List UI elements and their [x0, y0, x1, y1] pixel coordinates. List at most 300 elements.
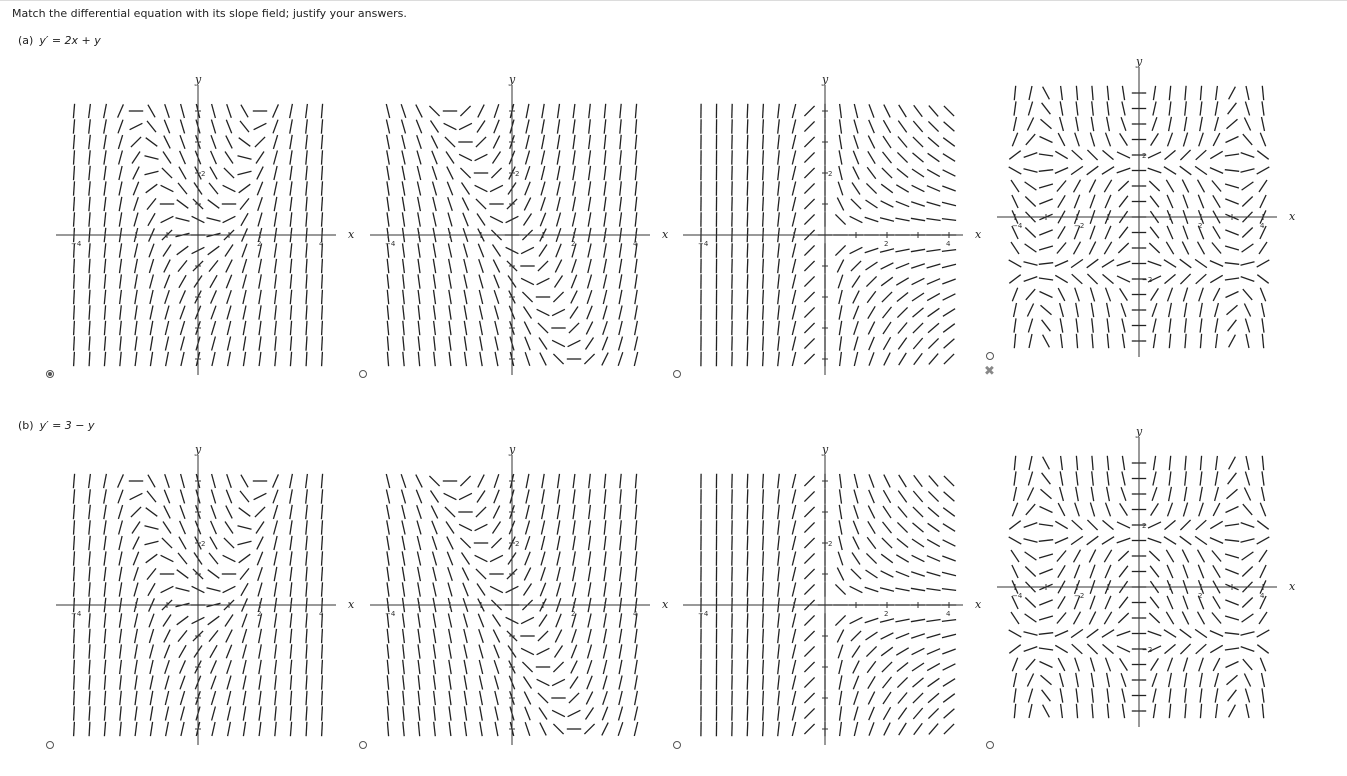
slope-segment: [1195, 536, 1207, 544]
slope-segment: [853, 521, 858, 534]
slope-segment: [493, 522, 501, 534]
slope-segment: [1152, 303, 1157, 317]
slope-segment: [804, 646, 814, 656]
slope-segment: [525, 722, 530, 736]
slope-segment: [572, 583, 575, 597]
slope-segment: [928, 693, 939, 702]
slope-segment: [763, 212, 764, 226]
slope-segment: [148, 213, 155, 226]
slope-segment: [1195, 629, 1207, 637]
slope-segment: [1148, 631, 1162, 636]
slope-segment: [290, 520, 292, 534]
slope-segment: [74, 675, 75, 689]
slope-segment: [620, 119, 621, 133]
slope-segment: [1229, 705, 1236, 718]
slope-segment: [1167, 596, 1173, 609]
slope-segment: [1058, 195, 1065, 207]
slope-segment: [619, 644, 622, 658]
slope-segment: [386, 490, 389, 504]
slope-segment: [804, 261, 814, 271]
slope-segment: [792, 505, 795, 519]
slope-segment: [1225, 616, 1239, 620]
slope-segment: [942, 634, 956, 637]
slope-segment: [524, 584, 532, 596]
slope-segment: [1148, 522, 1161, 528]
slope-segment: [540, 353, 546, 366]
slope-segment: [1090, 596, 1095, 610]
slope-segment: [209, 260, 218, 271]
slope-segment: [1215, 471, 1218, 485]
slope-segment: [853, 306, 858, 319]
slope-segment: [417, 505, 422, 519]
slope-segment: [804, 168, 814, 178]
slope-segment: [306, 259, 307, 273]
slope-segment: [778, 150, 780, 164]
slope-segment: [763, 104, 764, 118]
slope-segment: [778, 305, 780, 319]
slope-segment: [1225, 648, 1239, 650]
slope-segment: [1119, 196, 1128, 207]
slope-segment: [1168, 133, 1173, 147]
slope-segment: [290, 691, 291, 705]
y-axis-label: y: [1136, 425, 1143, 438]
slope-segment: [150, 306, 153, 320]
slope-segment: [1014, 101, 1016, 115]
slope-segment: [181, 337, 185, 351]
slope-segment: [73, 505, 74, 519]
slope-segment: [1226, 507, 1239, 513]
slope-segment: [273, 474, 279, 487]
slope-segment: [306, 582, 307, 596]
slope-segment: [434, 691, 436, 705]
slope-segment: [494, 120, 499, 133]
slope-segment: [604, 197, 606, 211]
slope-segment: [943, 170, 956, 176]
slope-segment: [74, 305, 75, 319]
slope-segment: [480, 706, 483, 720]
slope-segment: [306, 629, 307, 643]
slope-segment: [763, 536, 764, 550]
slope-segment: [778, 567, 780, 581]
slope-segment: [135, 691, 137, 705]
slope-segment: [1228, 473, 1237, 484]
slope-segment: [1210, 631, 1223, 637]
slope-segment: [837, 630, 843, 643]
slope-segment: [1075, 288, 1080, 302]
slope-segment: [165, 660, 170, 674]
slope-segment: [148, 105, 155, 118]
slope-segment: [804, 522, 814, 532]
slope-segment: [804, 183, 814, 193]
slope-segment: [275, 352, 276, 366]
slope-segment: [881, 554, 893, 563]
slope-segment: [584, 354, 594, 364]
slope-segment: [431, 121, 439, 133]
x-tick-label: −4: [71, 240, 82, 248]
slope-segment: [148, 475, 155, 488]
slope-segment: [1025, 598, 1035, 608]
x-axis-label: x: [1289, 580, 1296, 593]
slope-segment: [445, 137, 455, 147]
radio-option-a-1[interactable]: [46, 370, 54, 378]
slope-segment: [1262, 456, 1263, 470]
slope-segment: [1041, 675, 1052, 684]
slope-segment: [867, 537, 876, 549]
slope-segment: [104, 691, 105, 705]
slope-segment: [928, 491, 938, 501]
slope-segment: [210, 275, 217, 288]
slope-segment: [882, 292, 892, 302]
slope-segment: [1092, 704, 1093, 718]
slope-segment: [1076, 117, 1079, 131]
slope-segment: [763, 336, 764, 350]
slope-segment: [899, 105, 907, 117]
slope-segment: [573, 150, 575, 164]
slope-segment: [104, 243, 106, 257]
slope-segment: [804, 106, 814, 116]
slope-segment: [1182, 612, 1188, 625]
radio-option-a-4[interactable]: [986, 352, 994, 360]
slope-segment: [274, 521, 278, 535]
slope-segment: [1075, 658, 1080, 672]
slope-segment: [1213, 596, 1220, 608]
slope-segment: [306, 505, 308, 519]
slope-segment: [402, 521, 405, 535]
slope-segment: [464, 675, 467, 689]
slope-segment: [1165, 520, 1176, 529]
slope-segment: [778, 489, 780, 503]
slope-segment: [620, 582, 622, 596]
slope-segment: [259, 290, 261, 304]
slope-segment: [944, 354, 954, 364]
slope-segment: [322, 166, 323, 180]
slope-segment: [792, 151, 795, 165]
slope-segment: [1122, 689, 1125, 703]
slope-segment: [897, 539, 908, 548]
slope-segment: [145, 526, 159, 529]
slope-segment: [804, 292, 814, 302]
slope-segment: [1039, 184, 1053, 188]
slope-segment: [792, 197, 795, 211]
slope-segment: [865, 587, 879, 592]
slope-segment: [306, 290, 307, 304]
slope-segment: [163, 245, 171, 257]
slope-segment: [525, 352, 530, 366]
slope-segment: [838, 275, 843, 289]
slope-segment: [290, 321, 291, 335]
slope-segment: [838, 182, 843, 196]
slope-segment: [243, 290, 246, 304]
slope-segment: [1009, 521, 1020, 530]
slope-segment: [387, 567, 389, 581]
slope-segment: [1262, 471, 1264, 485]
slope-segment: [763, 706, 764, 720]
slope-segment: [898, 137, 907, 148]
slope-segment: [792, 552, 795, 566]
slope-segment: [747, 197, 748, 211]
slope-segment: [1009, 151, 1020, 160]
slope-segment: [241, 583, 248, 596]
slope-segment: [943, 540, 956, 546]
slope-segment: [274, 182, 277, 196]
slope-segment: [853, 537, 859, 550]
slope-segment: [104, 274, 105, 288]
slope-segment: [89, 489, 91, 503]
slope-segment: [1229, 335, 1236, 348]
slope-segment: [150, 722, 152, 736]
slope-segment: [778, 582, 780, 596]
slope-segment: [89, 259, 90, 273]
slope-segment: [290, 274, 291, 288]
slope-segment: [226, 120, 231, 133]
x-tick-label: −4: [385, 240, 396, 248]
slope-segment: [778, 321, 780, 335]
slope-segment: [1167, 565, 1173, 578]
slope-segment: [1242, 197, 1252, 207]
slope-segment: [1041, 119, 1052, 128]
slope-segment: [238, 171, 252, 174]
slope-segment: [386, 104, 389, 118]
slope-segment: [603, 306, 607, 320]
slope-segment: [321, 135, 322, 149]
slope-segment: [763, 474, 764, 488]
slope-segment: [792, 691, 795, 705]
slope-segment: [1092, 334, 1093, 348]
slope-segment: [898, 121, 906, 133]
slope-segment: [387, 197, 389, 211]
slope-segment: [118, 120, 123, 134]
slope-segment: [792, 275, 795, 289]
slope-segment: [403, 274, 405, 288]
slope-segment: [1058, 503, 1065, 516]
slope-segment: [480, 691, 483, 705]
slope-segment: [573, 135, 575, 149]
slope-segment: [259, 629, 262, 643]
slope-segment: [792, 614, 795, 628]
slope-segment: [429, 106, 439, 116]
slope-segment: [1107, 318, 1109, 332]
slope-segment: [866, 262, 878, 270]
slope-segment: [898, 491, 906, 503]
slope-segment: [1090, 565, 1095, 579]
slope-segment: [493, 260, 499, 273]
slope-segment: [804, 584, 814, 594]
slope-segment: [895, 218, 909, 221]
slope-segment: [1169, 688, 1171, 702]
slope-segment: [1182, 550, 1188, 563]
slope-segment: [240, 568, 249, 579]
slope-segment: [553, 724, 563, 734]
slope-segment: [306, 613, 307, 627]
slope-segment: [588, 181, 590, 195]
slope-segment: [763, 520, 764, 534]
slope-segment: [433, 629, 435, 643]
slope-segment: [1072, 644, 1083, 654]
slope-segment: [1149, 613, 1159, 623]
slope-segment: [1042, 690, 1051, 701]
slope-segment: [604, 474, 605, 488]
slope-segment: [589, 135, 591, 149]
slope-segment: [792, 583, 795, 597]
slope-segment: [259, 259, 262, 273]
slope-segment: [120, 660, 122, 674]
slope-segment: [306, 321, 307, 335]
slope-segment: [89, 119, 91, 133]
slope-segment: [223, 185, 236, 191]
slope-segment: [792, 490, 795, 504]
radio-option-b-4[interactable]: [986, 741, 994, 749]
slope-segment: [446, 152, 454, 164]
y-tick-label: 2: [515, 540, 520, 548]
slope-segment: [911, 202, 925, 207]
slope-segment: [619, 243, 621, 257]
slope-segment: [163, 615, 171, 627]
slope-segment: [1225, 278, 1239, 280]
slope-segment: [211, 135, 216, 149]
slope-segment: [620, 536, 622, 550]
slope-segment: [618, 722, 623, 736]
slope-segment: [1058, 658, 1065, 671]
slope-segment: [1012, 565, 1018, 578]
radio-option-b-2[interactable]: [359, 741, 367, 749]
slope-segment: [1039, 246, 1053, 250]
slope-segment: [943, 524, 955, 532]
slope-segment: [258, 567, 263, 581]
radio-option-a-3[interactable]: [673, 370, 681, 378]
slope-segment: [1014, 86, 1015, 100]
slope-segment: [778, 243, 780, 257]
slope-segment: [1245, 472, 1249, 486]
slope-segment: [868, 692, 874, 705]
slope-segment: [209, 183, 218, 194]
slope-segment: [322, 197, 323, 211]
slope-segment: [763, 660, 764, 674]
slope-segment: [150, 336, 152, 350]
slope-segment: [763, 722, 764, 736]
radio-option-b-1[interactable]: [46, 741, 54, 749]
slope-segment: [104, 644, 105, 658]
slope-segment: [913, 153, 924, 162]
y-tick-label: 2: [1142, 522, 1147, 530]
radio-option-b-3[interactable]: [673, 741, 681, 749]
slope-segment: [1071, 259, 1083, 267]
slope-segment: [1153, 472, 1156, 486]
slope-segment: [1024, 523, 1038, 528]
slope-segment: [1107, 303, 1110, 317]
slope-segment: [180, 676, 185, 690]
slope-segment: [1043, 457, 1050, 470]
slope-segment: [1246, 704, 1249, 718]
slope-segment: [944, 492, 955, 501]
slope-segment: [927, 649, 940, 655]
slope-segment: [839, 290, 842, 304]
slope-segment: [495, 306, 499, 320]
slope-segment: [542, 489, 545, 503]
slope-segment: [1185, 704, 1186, 718]
slope-segment: [493, 630, 499, 643]
slope-segment: [434, 660, 436, 674]
radio-option-a-2[interactable]: [359, 370, 367, 378]
slope-segment: [1228, 103, 1237, 114]
slope-segment: [480, 722, 482, 736]
slope-segment: [104, 660, 105, 674]
slope-segment: [1014, 318, 1016, 332]
slope-segment: [118, 104, 124, 117]
slope-segment: [433, 243, 436, 257]
slope-segment: [135, 305, 137, 319]
slope-segment: [226, 506, 232, 519]
slope-segment: [491, 168, 501, 178]
slope-segment: [226, 630, 232, 643]
slope-segment: [74, 567, 75, 581]
slope-segment: [1039, 230, 1052, 235]
slope-segment: [146, 138, 158, 147]
slope-segment: [942, 279, 955, 284]
slope-segment: [526, 120, 529, 134]
slope-segment: [884, 353, 890, 366]
slope-segment: [747, 582, 748, 596]
slope-segment: [104, 104, 107, 118]
slope-segment: [416, 490, 421, 503]
slope-segment: [1076, 704, 1077, 718]
slope-segment: [478, 475, 484, 488]
slope-segment: [634, 722, 637, 736]
slope-segment: [306, 352, 307, 366]
slope-segment: [290, 722, 291, 736]
slope-segment: [635, 551, 637, 565]
slope-segment: [896, 555, 908, 562]
slope-segment: [180, 290, 186, 303]
slope-segment: [913, 507, 923, 517]
slope-segment: [449, 722, 451, 736]
slope-segment: [537, 679, 550, 685]
slope-segment: [1024, 647, 1038, 652]
slope-segment: [416, 475, 422, 488]
slope-segment: [146, 184, 158, 193]
slope-segment: [74, 166, 75, 180]
slope-segment: [1061, 456, 1063, 470]
slope-segment: [131, 137, 141, 147]
slope-segment: [493, 506, 499, 519]
slope-segment: [557, 583, 561, 597]
slope-segment: [604, 181, 606, 195]
slope-segment: [89, 305, 90, 319]
slope-segment: [434, 722, 436, 736]
slope-segment: [322, 551, 323, 565]
slope-segment: [416, 120, 421, 133]
slope-segment: [792, 321, 795, 335]
slope-segment: [243, 275, 247, 289]
question-prompt: Match the differential equation with its slope field; justify your answers.: [12, 7, 407, 20]
y-tick-label: 2: [1142, 152, 1147, 160]
slope-segment: [944, 709, 955, 718]
slope-segment: [635, 104, 636, 118]
slope-segment: [418, 259, 420, 273]
slope-segment: [211, 505, 216, 519]
slope-segment: [1225, 184, 1239, 188]
slope-segment: [73, 119, 74, 133]
slope-segment: [179, 645, 186, 658]
slope-segment: [104, 474, 107, 488]
slope-segment: [839, 305, 842, 319]
slope-segment: [620, 104, 621, 118]
slope-segment: [586, 692, 592, 705]
slope-segment: [927, 539, 940, 546]
x-tick-label: −2: [1074, 222, 1085, 230]
slope-segment: [943, 294, 956, 300]
slope-segment: [1153, 319, 1156, 333]
slope-segment: [176, 218, 190, 221]
